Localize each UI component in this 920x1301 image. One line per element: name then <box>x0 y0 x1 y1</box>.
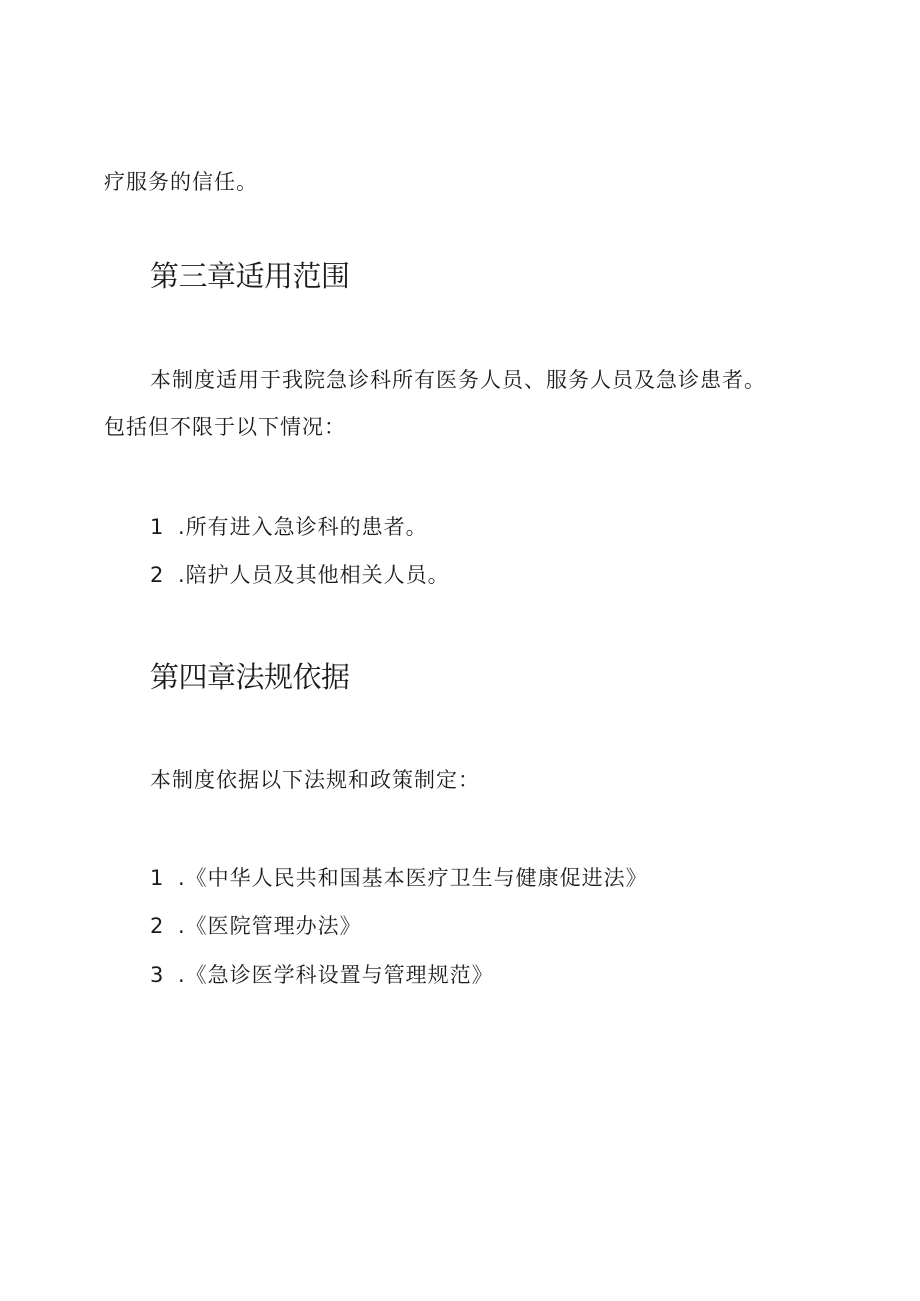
continuation-text: 疗服务的信任。 <box>104 170 258 194</box>
list-item-text: .《中华人民共和国基本医疗卫生与健康促进法》 <box>178 866 648 890</box>
chapter4-title: 第四章法规依据 <box>150 660 350 694</box>
list-item-text: .《医院管理办法》 <box>178 914 362 938</box>
list-item-number: 1 <box>150 515 165 539</box>
chapter4-list-item <box>150 912 362 940</box>
chapter3-title: 第三章适用范围 <box>150 259 350 293</box>
chapter3-list-item <box>150 561 450 589</box>
chapter3-paragraph: 本制度适用于我院急诊科所有医务人员、服务人员及急诊患者。 <box>150 368 766 392</box>
chapter4-list-item <box>150 961 494 989</box>
chapter4-paragraph: 本制度依据以下法规和政策制定： <box>150 768 480 792</box>
list-item-number: 2 <box>150 563 165 587</box>
list-item-text: .陪护人员及其他相关人员。 <box>178 563 450 587</box>
list-item-text: .所有进入急诊科的患者。 <box>178 515 428 539</box>
list-item-number: 1 <box>150 866 165 890</box>
list-item-number: 2 <box>150 914 165 938</box>
list-item-text: .《急诊医学科设置与管理规范》 <box>178 963 494 987</box>
list-item-number: 3 <box>150 963 165 987</box>
chapter3-paragraph-continued: 包括但不限于以下情况： <box>104 415 346 439</box>
chapter4-list-item <box>150 864 648 892</box>
chapter3-list-item <box>150 513 428 541</box>
